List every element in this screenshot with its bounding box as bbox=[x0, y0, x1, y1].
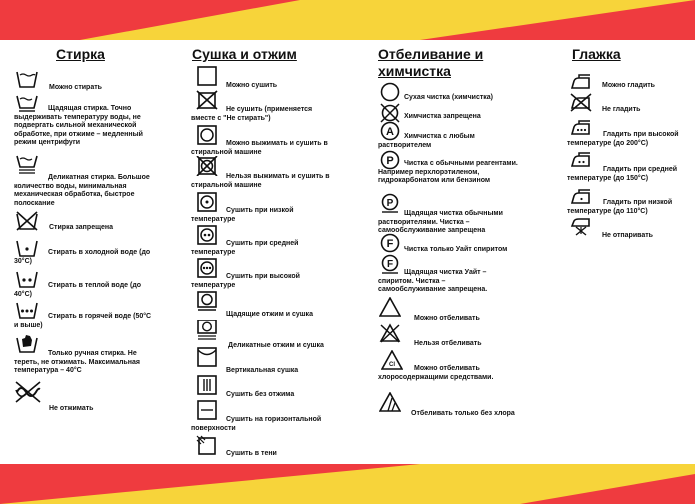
list-item: Вертикальная сушка bbox=[226, 367, 299, 374]
list-item: Сушить при низкой температуре bbox=[191, 207, 294, 223]
list-item: Щадящая чистка обычными растворителями. Чистка – самообслуживание запрещена bbox=[378, 210, 503, 234]
list-item: Можно сушить bbox=[226, 82, 278, 89]
list-item: Щадящие отжим и сушка bbox=[226, 311, 313, 318]
list-item: Щадящая чистка Уайт – спиритом. Чистка – самообслуживание запрещена. bbox=[378, 269, 488, 293]
list-item: Не гладить bbox=[602, 106, 641, 113]
tumble-gentle-icon bbox=[196, 291, 218, 311]
list-item: Гладить при низкой температуре (до 110°C) bbox=[567, 199, 673, 215]
svg-text:Cl: Cl bbox=[389, 362, 395, 368]
svg-text:A: A bbox=[386, 126, 394, 138]
shade-dry-icon bbox=[196, 435, 218, 455]
line-dry-icon bbox=[196, 347, 218, 367]
column-drying bbox=[192, 46, 297, 63]
column-bleach-dryclean bbox=[378, 46, 518, 80]
column-title: Сушка и отжим bbox=[192, 46, 297, 62]
dry-clean-icon bbox=[379, 82, 401, 102]
iron-icon bbox=[570, 72, 592, 92]
no-wring-icon bbox=[14, 380, 42, 404]
column-washing bbox=[56, 46, 105, 63]
list-item: Стирать в горячей воде (50°C и выше) bbox=[14, 313, 152, 329]
svg-text:F: F bbox=[386, 259, 394, 270]
list-item: Сушить при высокой температуре bbox=[191, 273, 300, 289]
list-item: Не отжимать bbox=[49, 405, 94, 412]
drip-dry-icon bbox=[196, 375, 218, 395]
dry-square-icon bbox=[196, 66, 218, 86]
list-item: Сухая чистка (химчистка) bbox=[404, 94, 494, 101]
list-item: Чистка с обычными реагентами. Например перхлорэтиленом, гидрокарбонатом или бензином bbox=[378, 160, 518, 184]
list-item: Химчистка с любым растворителем bbox=[378, 133, 475, 149]
list-item: Можно выжимать и сушить в стиральной машине bbox=[191, 140, 328, 156]
dry-clean-f-icon bbox=[379, 233, 401, 253]
list-item: Химчистка запрещена bbox=[404, 113, 481, 120]
list-item: Деликатные отжим и сушка bbox=[228, 342, 324, 349]
no-wash-icon bbox=[16, 211, 38, 231]
wash-delicate-icon bbox=[16, 155, 38, 175]
top-decor-band bbox=[0, 0, 695, 40]
column-title: Глажка bbox=[572, 46, 621, 62]
list-item: Сушить без отжима bbox=[226, 391, 295, 398]
list-item: Стирка запрещена bbox=[49, 224, 114, 231]
wash-tub-icon bbox=[16, 69, 38, 89]
column-title: Стирка bbox=[56, 46, 105, 62]
list-item: Щадящая стирка. Точно выдерживать температуру воды, не подвергать сильной механической обработке, при отжиме – медленный режим центрифуги bbox=[14, 105, 143, 146]
column-ironing bbox=[572, 46, 621, 63]
tumble-delicate-icon bbox=[196, 320, 218, 340]
list-item: Стирать в теплой воде (до 40°C) bbox=[14, 282, 142, 298]
list-item: Стирать в холодной воде (до 30°C) bbox=[14, 249, 151, 265]
list-item: Гладить при средней температуре (до 150°C) bbox=[567, 166, 678, 182]
bottom-decor-band bbox=[0, 464, 695, 504]
list-item: Можно отбеливать bbox=[414, 315, 480, 322]
no-steam-icon bbox=[570, 216, 592, 236]
svg-text:P: P bbox=[386, 198, 394, 209]
list-item: Сушить при средней температуре bbox=[191, 240, 299, 256]
list-item: Можно гладить bbox=[602, 82, 655, 89]
bleach-icon bbox=[379, 297, 401, 317]
list-item: Нельзя выжимать и сушить в стиральной машине bbox=[191, 173, 330, 189]
svg-text:P: P bbox=[386, 155, 394, 167]
no-bleach-icon bbox=[379, 323, 401, 343]
list-item: Нельзя отбеливать bbox=[414, 340, 482, 347]
list-item: Деликатная стирка. Большое количество воды, минимальная механическая обработка, быстрое полоскание bbox=[14, 174, 150, 207]
list-item: Чистка только Уайт спиритом bbox=[404, 246, 508, 253]
no-iron-icon bbox=[570, 92, 592, 112]
list-item: Не отпаривать bbox=[602, 232, 653, 239]
list-item: Сушить в тени bbox=[226, 450, 277, 457]
list-item: Можно отбеливать хлоросодержащими средствами. bbox=[378, 365, 494, 381]
column-title: Отбеливание и химчистка bbox=[378, 46, 484, 79]
svg-text:F: F bbox=[386, 238, 394, 250]
list-item: Отбеливать только без хлора bbox=[411, 410, 515, 417]
no-dry-clean-icon bbox=[379, 103, 401, 123]
list-item: Сушить на горизонтальной поверхности bbox=[191, 416, 322, 432]
bleach-no-chlorine-icon bbox=[379, 392, 401, 412]
list-item: Только ручная стирка. Не тереть, не отжимать. Максимальная температура – 40°C bbox=[14, 350, 140, 374]
list-item: Гладить при высокой температуре (до 200°C) bbox=[567, 131, 679, 147]
list-item: Не сушить (применяется вместе с "Не стирать") bbox=[191, 106, 313, 122]
list-item: Можно стирать bbox=[49, 84, 102, 91]
